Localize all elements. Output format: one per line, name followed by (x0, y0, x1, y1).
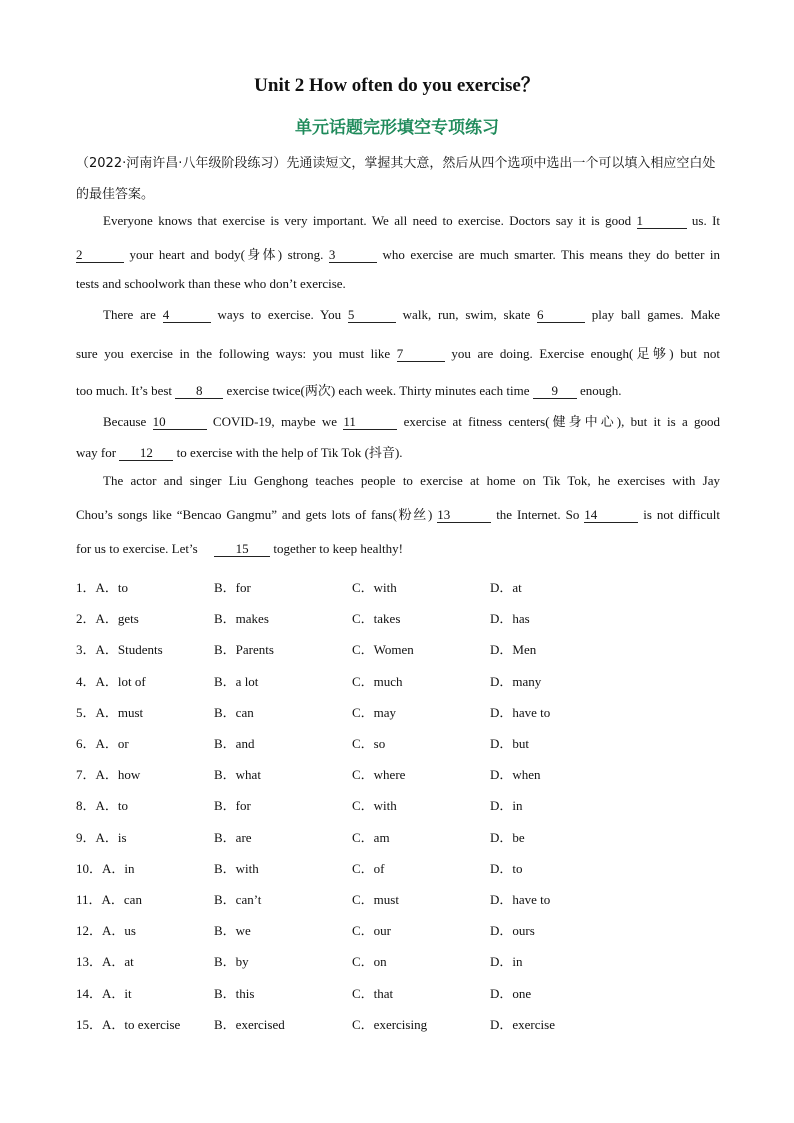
passage-text: tests and schoolwork than these who don’t exercise. (76, 276, 346, 291)
option-c: C．with (352, 580, 397, 595)
passage-text: to exercise with the help of Tik Tok (抖音). (176, 445, 403, 460)
question-row (76, 702, 720, 720)
passage-text: together to keep healthy! (273, 541, 403, 556)
option-c: C．takes (352, 611, 401, 627)
blank-13: 13 (437, 508, 491, 523)
passage-line (76, 307, 720, 323)
option-a: 9．A．is (76, 829, 127, 845)
option-b: B．this (214, 985, 255, 1001)
option-d: D．at (490, 580, 522, 595)
option-a: 4．A．lot of (76, 673, 146, 689)
option-a: 5．A．must (76, 704, 144, 720)
option-a: 11．A．can (76, 892, 142, 907)
question-row (76, 608, 720, 626)
option-a: 15．A．to exercise (76, 1016, 181, 1032)
question-row (76, 951, 720, 969)
option-d: D．has (490, 611, 530, 627)
question-row (76, 671, 720, 689)
question-row (76, 1014, 720, 1032)
passage-text: ways to exercise. You (217, 307, 342, 322)
option-b: B．a lot (214, 673, 259, 689)
passage-text: too much. It’s best (76, 383, 173, 398)
passage-line (76, 541, 720, 557)
option-b: B．what (214, 767, 261, 783)
option-c: C．our (352, 923, 392, 939)
option-d: D．ours (490, 923, 535, 939)
option-c: C．must (352, 892, 399, 907)
option-d: D．in (490, 954, 523, 970)
option-b: B．and (214, 736, 255, 751)
option-c: C．exercising (352, 1016, 428, 1032)
passage-line (76, 380, 720, 399)
question-row (76, 889, 720, 907)
option-b: B．can (214, 704, 254, 720)
passage-text: for us to exercise. Let’s (76, 541, 198, 556)
passage-text: the Internet. So (496, 507, 580, 522)
option-d: D．in (490, 798, 523, 814)
passage-text: The actor and singer Liu Genghong teaches people to exercise at home on Tik Tok, he exercises with Jay (103, 473, 720, 488)
passage-line (76, 276, 720, 292)
question-row (76, 639, 720, 657)
passage-line (76, 442, 720, 461)
option-b: B．exercised (214, 1016, 285, 1032)
option-d: D．many (490, 673, 542, 689)
passage-text: is not difficult (643, 507, 721, 522)
passage-text: sure you exercise in the following ways: you must like (76, 346, 391, 361)
option-b: B．makes (214, 611, 269, 627)
option-a: 13．A．at (76, 954, 134, 970)
option-b: B．can’t (214, 892, 262, 907)
option-c: C．of (352, 860, 385, 876)
blank-4: 4 (163, 308, 211, 323)
option-d: D．to (490, 860, 523, 876)
passage-line (76, 213, 720, 229)
option-b: B．with (214, 860, 259, 876)
option-b: B．Parents (214, 642, 274, 658)
option-d: D．have to (490, 704, 551, 720)
instructions: （2022·河南许昌·八年级阶段练习）先通读短文，掌握其大意，然后从四个选项中选出一个可以填入相应空白处的最佳答案。 (76, 156, 716, 202)
passage-text: exercise at fitness centers(健身中心), but it is a good (403, 414, 721, 429)
option-d: D．exercise (490, 1016, 555, 1032)
question-row (76, 764, 720, 782)
passage-text: There are (103, 307, 156, 322)
option-c: C．so (352, 736, 386, 751)
option-c: C．Women (352, 642, 414, 658)
page-title: Unit 2 How often do you exercise？ (254, 75, 540, 96)
question-row (76, 733, 720, 751)
passage-line (76, 343, 720, 362)
option-b: B．for (214, 798, 251, 814)
option-a: 8．A．to (76, 798, 129, 814)
question-row (76, 920, 720, 938)
option-c: C．am (352, 829, 390, 845)
option-c: C．may (352, 704, 397, 720)
page-subtitle: 单元话题完形填空专项练习 (295, 118, 499, 138)
passage-text: Chou’s songs like “Bencao Gangmu” and gets lots of fans(粉丝) (76, 507, 433, 522)
option-c: C．with (352, 798, 397, 814)
blank-14: 14 (584, 508, 638, 523)
passage-text: enough. (580, 383, 622, 398)
option-d: D．Men (490, 642, 537, 658)
option-b: B．by (214, 954, 249, 970)
option-a: 6．A．or (76, 736, 129, 751)
passage-line (76, 473, 720, 489)
passage-text: Everyone knows that exercise is very important. We all need to exercise. Doctors say it is good (103, 213, 632, 228)
passage-text: you are doing. Exercise enough(足够) but not (451, 346, 721, 361)
question-row (76, 577, 720, 595)
passage-text: way for (76, 445, 117, 460)
option-a: 2．A．gets (76, 611, 139, 627)
passage-text: walk, run, swim, skate (402, 307, 531, 322)
blank-8: 8 (175, 384, 223, 399)
blank-3: 3 (329, 248, 377, 263)
option-b: B．for (214, 580, 251, 595)
blank-5: 5 (348, 308, 396, 323)
passage-text: play ball games. Make (591, 307, 721, 322)
question-row (76, 858, 720, 876)
option-b: B．are (214, 829, 252, 845)
option-d: D．when (490, 767, 541, 783)
option-a: 14．A．it (76, 985, 132, 1001)
option-c: C．where (352, 767, 406, 783)
passage-line (76, 244, 720, 263)
option-d: D．one (490, 985, 532, 1001)
option-a: 1．A．to (76, 580, 129, 595)
option-c: C．that (352, 985, 394, 1001)
blank-15: 15 (214, 542, 270, 557)
option-b: B．we (214, 923, 251, 939)
blank-6: 6 (537, 308, 585, 323)
option-d: D．have to (490, 892, 551, 907)
option-a: 7．A．how (76, 767, 141, 783)
passage-text: COVID-19, maybe we (212, 414, 338, 429)
blank-2: 2 (76, 248, 124, 263)
question-row (76, 795, 720, 813)
passage-text: exercise twice(两次) each week. Thirty minutes each time (226, 383, 530, 398)
question-row (76, 983, 720, 1001)
option-a: 12．A．us (76, 923, 136, 939)
option-d: D．but (490, 736, 530, 751)
option-d: D．be (490, 829, 525, 845)
option-c: C．much (352, 673, 403, 689)
option-c: C．on (352, 954, 387, 970)
passage-text: who exercise are much smarter. This means they do better in (382, 247, 721, 262)
blank-1: 1 (637, 214, 687, 229)
blank-9: 9 (533, 384, 577, 399)
blank-7: 7 (397, 347, 445, 362)
passage-text: us. It (691, 213, 721, 228)
option-a: 10．A．in (76, 860, 135, 876)
blank-11: 11 (343, 415, 397, 430)
blank-10: 10 (153, 415, 207, 430)
passage-line (76, 411, 720, 430)
question-row (76, 827, 720, 845)
blank-12: 12 (119, 446, 173, 461)
option-a: 3．A．Students (76, 642, 163, 658)
passage-text: Because (103, 414, 147, 429)
passage-line (76, 504, 720, 523)
passage-text: your heart and body(身体) strong. (129, 247, 324, 262)
